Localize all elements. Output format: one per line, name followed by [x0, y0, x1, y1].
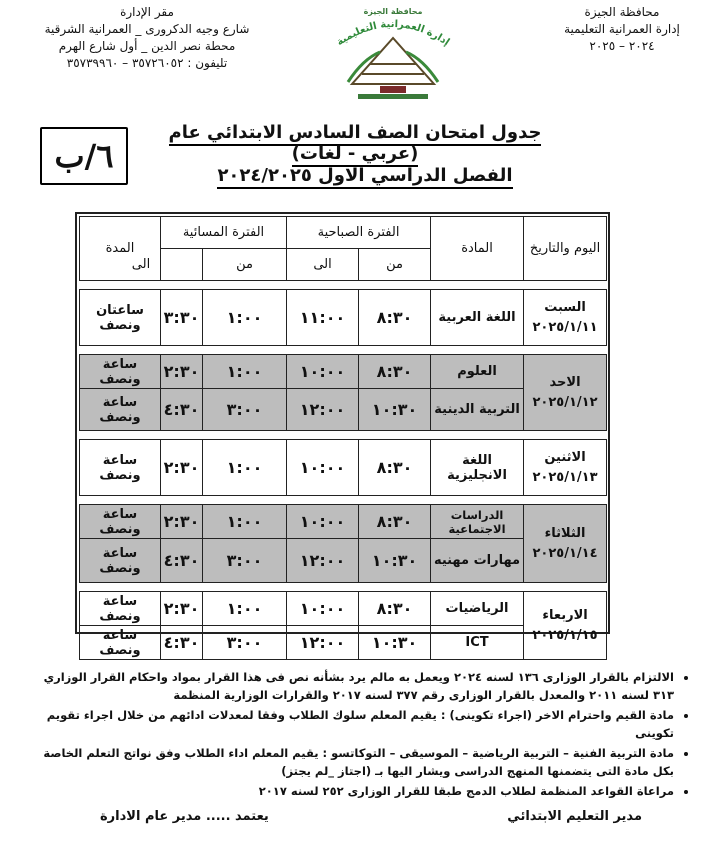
morning-from-cell: ٨:٣٠: [359, 592, 431, 626]
day-cell: السبت ٢٠٢٥/١/١١: [524, 290, 607, 346]
morning-to-cell: ١٢:٠٠: [287, 389, 359, 431]
subject-cell: اللغة العربية: [431, 290, 524, 346]
morning-from-cell: ٨:٣٠: [359, 440, 431, 496]
evening-to-cell: ٣:٣٠: [161, 290, 203, 346]
note-item: • مادة القيم واحترام الاخر (اجراء تكوينى) : يقيم المعلم سلوك الطلاب وفقا لمعدلات ادائهم من خلال اجراء تقويم تكوينى: [20, 706, 674, 742]
duration-cell: ساعة ونصف: [80, 592, 161, 626]
subject-cell: ICT: [431, 626, 524, 660]
logo-emblem-icon: [318, 4, 468, 102]
note-item: • الالتزام بالقرار الوزارى ١٣٦ لسنه ٢٠٢٤ ويعمل به مالم يرد بشأنه نص فى هذا القرار بمواد واحكام القرار الوزاري ٣١٣ لسنه ٢٠١١ والمعدل بالقرار الوزارى رقم ٣٧٧ لسنه ٢٠١٧ والقرارات الوزارية المنظمة: [20, 668, 674, 704]
morning-from-cell: ١٠:٣٠: [359, 626, 431, 660]
evening-to-cell: ٢:٣٠: [161, 505, 203, 539]
grade-code-box: ٦/ب: [40, 127, 128, 185]
evening-to-cell: ٤:٣٠: [161, 539, 203, 583]
morning-to-cell: ١٠:٠٠: [287, 440, 359, 496]
day-cell: الاحد ٢٠٢٥/١/١٢: [524, 355, 607, 431]
morning-from-cell: ٨:٣٠: [359, 290, 431, 346]
day-cell: الاثنين ٢٠٢٥/١/١٣: [524, 440, 607, 496]
subject-cell: الدراسات الاجتماعية: [431, 505, 524, 539]
hq-phone: تليفون : ٣٥٧٢٦٠٥٢ – ٣٥٧٣٩٩٦٠: [66, 56, 228, 70]
governorate-name: محافظة الجيزة: [584, 5, 660, 19]
hq-label: مقر الإدارة: [120, 5, 174, 19]
evening-from-cell: ١:٠٠: [203, 290, 287, 346]
subject-cell: مهارات مهنيه: [431, 539, 524, 583]
evening-to-cell: ٤:٣٠: [161, 389, 203, 431]
evening-to-cell: ٤:٣٠: [161, 626, 203, 660]
duration-cell: ساعة ونصف: [80, 505, 161, 539]
duration-cell: ساعة ونصف: [80, 389, 161, 431]
evening-to-cell: ٢:٣٠: [161, 592, 203, 626]
academic-year: ٢٠٢٤ – ٢٠٢٥: [589, 39, 655, 53]
subject-cell: الرياضيات: [431, 592, 524, 626]
table-row: [80, 290, 607, 346]
evening-from-cell: ١:٠٠: [203, 355, 287, 389]
evening-from-cell: ٣:٠٠: [203, 626, 287, 660]
administration-logo: [318, 4, 468, 102]
primary-education-director-signature: مدير التعليم الابتدائي: [507, 809, 642, 824]
subject-cell: التربية الدينية: [431, 389, 524, 431]
header-evening-from: من: [203, 249, 287, 281]
header-left-block: [22, 4, 272, 72]
table-row: [80, 440, 607, 496]
morning-to-cell: ١٠:٠٠: [287, 505, 359, 539]
hq-street: شارع وجيه الدكرورى _ العمرانية الشرقية: [44, 22, 250, 36]
morning-from-cell: ١٠:٣٠: [359, 539, 431, 583]
morning-from-cell: ٨:٣٠: [359, 505, 431, 539]
morning-to-cell: ١٠:٠٠: [287, 592, 359, 626]
header-morning-to: الى: [287, 249, 359, 281]
table-row: [80, 505, 607, 539]
header-duration: المدة: [80, 217, 161, 281]
morning-from-cell: ١٠:٣٠: [359, 389, 431, 431]
morning-from-cell: ٨:٣٠: [359, 355, 431, 389]
evening-from-cell: ٣:٠٠: [203, 389, 287, 431]
note-item: • مراعاة القواعد المنظمة لطلاب الدمج طبقا للقرار الوزارى ٢٥٢ لسنه ٢٠١٧: [20, 782, 674, 800]
header-day-date: اليوم والتاريخ: [524, 217, 607, 281]
day-cell: الاربعاء ٢٠٢٥/١/١٥: [524, 592, 607, 660]
duration-cell: ساعة ونصف: [80, 355, 161, 389]
duration-cell: ساعتان ونصف: [80, 290, 161, 346]
evening-from-cell: ١:٠٠: [203, 505, 287, 539]
evening-from-cell: ١:٠٠: [203, 592, 287, 626]
duration-cell: ساعة ونصف: [80, 440, 161, 496]
subject-cell: اللغة الانجليزية: [431, 440, 524, 496]
header-evening-period: الفترة المسائية: [161, 217, 287, 249]
table-row: [80, 592, 607, 626]
evening-to-cell: ٢:٣٠: [161, 440, 203, 496]
notes-section: [20, 668, 690, 802]
morning-to-cell: ١٢:٠٠: [287, 626, 359, 660]
header-morning-from: من: [359, 249, 431, 281]
semester-title: الفصل الدراسي الاول ٢٠٢٤/٢٠٢٥: [200, 165, 530, 186]
day-cell: الثلاثاء ٢٠٢٥/١/١٤: [524, 505, 607, 583]
header-morning-period: الفترة الصباحية: [287, 217, 431, 249]
general-director-approval: يعتمد ..... مدير عام الادارة: [100, 809, 269, 824]
note-item: • مادة التربية الفنية – التربية الرياضية – الموسيقى – التوكاتسو : يقيم المعلم اداء الطلاب وفق نواتج التعلم الخاصة بكل مادة التى يتضمنها المنهج الدراسى ويشار اليها بـ (اجتاز _لم يجتز): [20, 744, 674, 780]
logo-arc-text: إدارة العمرانية التعليمية: [334, 18, 452, 49]
logo-top-text: محافظة الجيزة: [363, 7, 423, 16]
exam-schedule-table: [79, 216, 607, 660]
morning-to-cell: ١٠:٠٠: [287, 355, 359, 389]
evening-from-cell: ٣:٠٠: [203, 539, 287, 583]
duration-cell: ساعة ونصف: [80, 626, 161, 660]
subject-cell: العلوم: [431, 355, 524, 389]
page-title: جدول امتحان الصف السادس الابتدائي عام (عربي - لغات): [140, 122, 570, 164]
morning-to-cell: ١١:٠٠: [287, 290, 359, 346]
header-subject: المادة: [431, 217, 524, 281]
table-row: [80, 355, 607, 389]
evening-from-cell: ١:٠٠: [203, 440, 287, 496]
duration-cell: ساعة ونصف: [80, 539, 161, 583]
evening-to-cell: ٢:٣٠: [161, 355, 203, 389]
header-right-block: [542, 4, 702, 55]
hq-station: محطة نصر الدين _ أول شارع الهرم: [58, 39, 236, 53]
header-evening-to: الى: [80, 249, 203, 281]
morning-to-cell: ١٢:٠٠: [287, 539, 359, 583]
administration-name: إدارة العمرانية التعليمية: [564, 22, 680, 36]
